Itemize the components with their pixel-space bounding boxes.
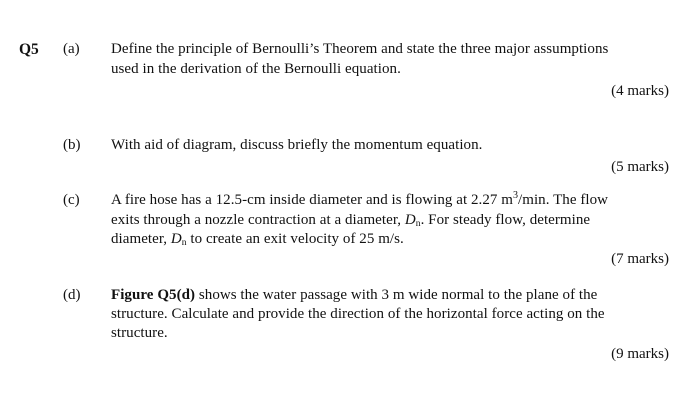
part-d-line-3: structure. <box>111 325 168 341</box>
part-c-line-1 <box>111 192 608 209</box>
part-d-label: (d) <box>63 287 81 303</box>
part-c-line-3-rest: to create an exit velocity of 25 m/s. <box>186 231 404 247</box>
part-a-line-1: Define the principle of Bernoulli’s Theorem and state the three major assumptions <box>111 41 609 57</box>
part-c-marks: (7 marks) <box>611 251 669 267</box>
part-a-line-2: used in the derivation of the Bernoulli equation. <box>111 61 401 77</box>
part-c-line-2-text: exits through a nozzle contraction at a diameter, <box>111 212 405 228</box>
part-c-var-d-2: D <box>170 231 182 247</box>
part-c-line-2 <box>111 212 590 229</box>
part-c-line-1-text: A fire hose has a 12.5-cm inside diameter and is flowing at 2.27 m <box>111 192 513 208</box>
part-b-label: (b) <box>63 137 81 153</box>
part-d-line-2: structure. Calculate and provide the direction of the horizontal force acting on the <box>111 306 605 322</box>
part-c-cubed: 3 <box>512 190 519 201</box>
part-c-var-d: D <box>404 212 416 228</box>
part-d-line-1-rest: shows the water passage with 3 m wide normal to the plane of the <box>195 287 598 303</box>
part-c-label: (c) <box>63 192 80 208</box>
part-c-line-1-rest: /min. The flow <box>518 192 609 208</box>
part-c-var-sub: n <box>415 219 421 229</box>
part-a-marks: (4 marks) <box>611 83 669 99</box>
part-c-var-sub-2: n <box>181 238 187 248</box>
part-d-figure-ref: Figure Q5(d) <box>111 287 196 303</box>
question-number: Q5 <box>19 41 39 58</box>
part-d-line-1 <box>111 287 597 304</box>
part-c-line-3 <box>111 231 404 248</box>
part-b-marks: (5 marks) <box>611 159 669 175</box>
part-c-line-3-text: diameter, <box>111 231 171 247</box>
part-c-line-2-rest: . For steady flow, determine <box>420 212 591 228</box>
part-d-marks: (9 marks) <box>611 346 669 362</box>
part-a-label: (a) <box>63 41 80 57</box>
part-b-line-1: With aid of diagram, discuss briefly the momentum equation. <box>111 137 483 153</box>
